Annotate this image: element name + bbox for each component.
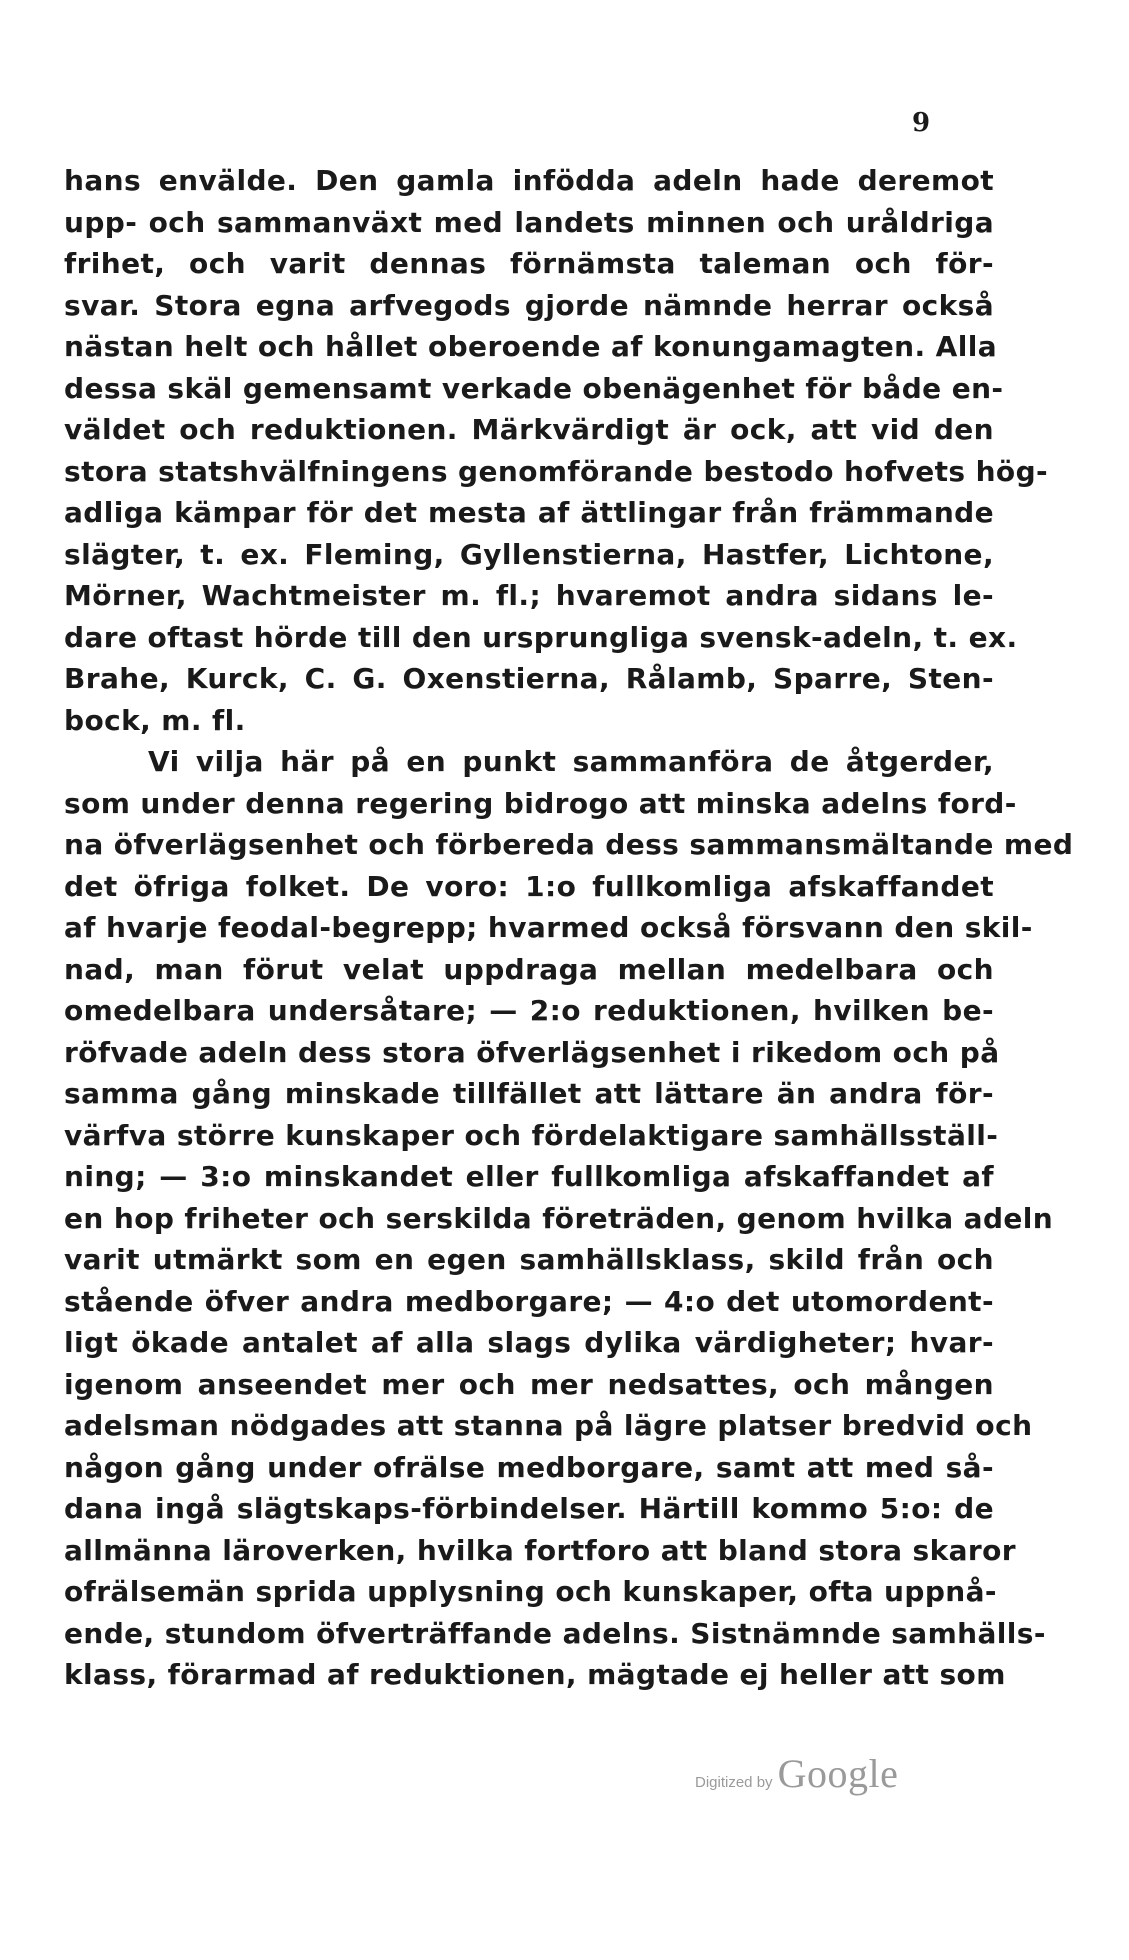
text-line: bock, m. fl. bbox=[64, 703, 246, 737]
digitized-by-google-watermark bbox=[695, 1750, 898, 1797]
text-line: Mörner, Wachtmeister m. fl.; hvaremot andra sidans le- bbox=[64, 579, 994, 612]
text-line: någon gång under ofrälse medborgare, samt att med så- bbox=[64, 1450, 994, 1484]
text-line: slägter, t. ex. Fleming, Gyllenstierna, Hastfer, Lichtone, bbox=[64, 537, 994, 571]
text-line: allmänna läroverken, hvilka fortforo att bland stora skaror bbox=[64, 1533, 1016, 1567]
text-line: nad, man förut velat uppdraga mellan medelbara och bbox=[64, 952, 994, 986]
text-line: väldet och reduktionen. Märkvärdigt är ock, att vid den bbox=[64, 413, 994, 446]
text-line: stående öfver andra medborgare; — 4:o det utomordent- bbox=[64, 1284, 994, 1318]
google-logo: Google bbox=[777, 1751, 899, 1796]
text-line: dare oftast hörde till den ursprungliga svensk-adeln, t. ex. bbox=[64, 620, 1018, 654]
text-line: hans envälde. Den gamla infödda adeln hade deremot bbox=[64, 164, 994, 197]
text-line: upp- och sammanväxt med landets minnen och uråldriga bbox=[64, 205, 994, 239]
text-line: varit utmärkt som en egen samhällsklass, skild från och bbox=[64, 1243, 994, 1276]
text-line: samma gång minskade tillfället att lättare än andra för- bbox=[64, 1077, 994, 1110]
text-line: igenom anseendet mer och mer nedsattes, och mången bbox=[64, 1367, 994, 1401]
watermark-prefix: Digitized by bbox=[695, 1774, 773, 1791]
text-line: na öfverlägsenhet och förbereda dess sammansmältande med bbox=[64, 828, 1074, 861]
text-line: röfvade adeln dess stora öfverlägsenhet i rikedom och på bbox=[64, 1035, 1000, 1069]
text-line: nästan helt och hållet oberoende af konungamagten. Alla bbox=[64, 330, 998, 363]
page-number: 9 bbox=[912, 108, 931, 138]
text-line: värfva större kunskaper och fördelaktigare samhällsställ- bbox=[64, 1118, 999, 1152]
text-line: adliga kämpar för det mesta af ättlingar från främmande bbox=[64, 496, 994, 529]
text-line: frihet, och varit dennas förnämsta taleman och för- bbox=[64, 247, 994, 280]
text-line: ofrälsemän sprida upplysning och kunskaper, ofta uppnå- bbox=[64, 1575, 997, 1608]
text-line: ende, stundom öfverträffande adelns. Sistnämnde samhälls- bbox=[64, 1616, 1046, 1650]
text-line: adelsman nödgades att stanna på lägre platser bredvid och bbox=[64, 1409, 1033, 1442]
text-line: dana ingå slägtskaps-förbindelser. Härtill kommo 5:o: de bbox=[64, 1492, 994, 1525]
text-line: Vi vilja här på en punkt sammanföra de åtgerder, bbox=[148, 745, 994, 778]
text-line: en hop friheter och serskilda företräden, genom hvilka adeln bbox=[64, 1201, 1054, 1235]
text-line: som under denna regering bidrogo att minska adelns ford- bbox=[64, 786, 1017, 820]
text-line: ligt ökade antalet af alla slags dylika värdigheter; hvar- bbox=[64, 1326, 994, 1359]
text-line: klass, förarmad af reduktionen, mägtade ej heller att som bbox=[64, 1658, 1006, 1691]
text-line: stora statshvälfningens genomförande bestodo hofvets hög- bbox=[64, 454, 1049, 488]
text-line: af hvarje feodal-begrepp; hvarmed också försvann den skil- bbox=[64, 911, 1033, 944]
text-line: ning; — 3:o minskandet eller fullkomliga afskaffandet af bbox=[64, 1160, 994, 1193]
text-line: omedelbara undersåtare; — 2:o reduktionen, hvilken be- bbox=[64, 994, 994, 1027]
text-line: svar. Stora egna arfvegods gjorde nämnde herrar också bbox=[64, 288, 994, 322]
body-text bbox=[64, 160, 1074, 1696]
text-line: Brahe, Kurck, C. G. Oxenstierna, Rålamb, Sparre, Sten- bbox=[64, 662, 994, 695]
text-line: dessa skäl gemensamt verkade obenägenhet för både en- bbox=[64, 371, 1004, 405]
text-line: det öfriga folket. De voro: 1:o fullkomliga afskaffandet bbox=[64, 869, 994, 903]
